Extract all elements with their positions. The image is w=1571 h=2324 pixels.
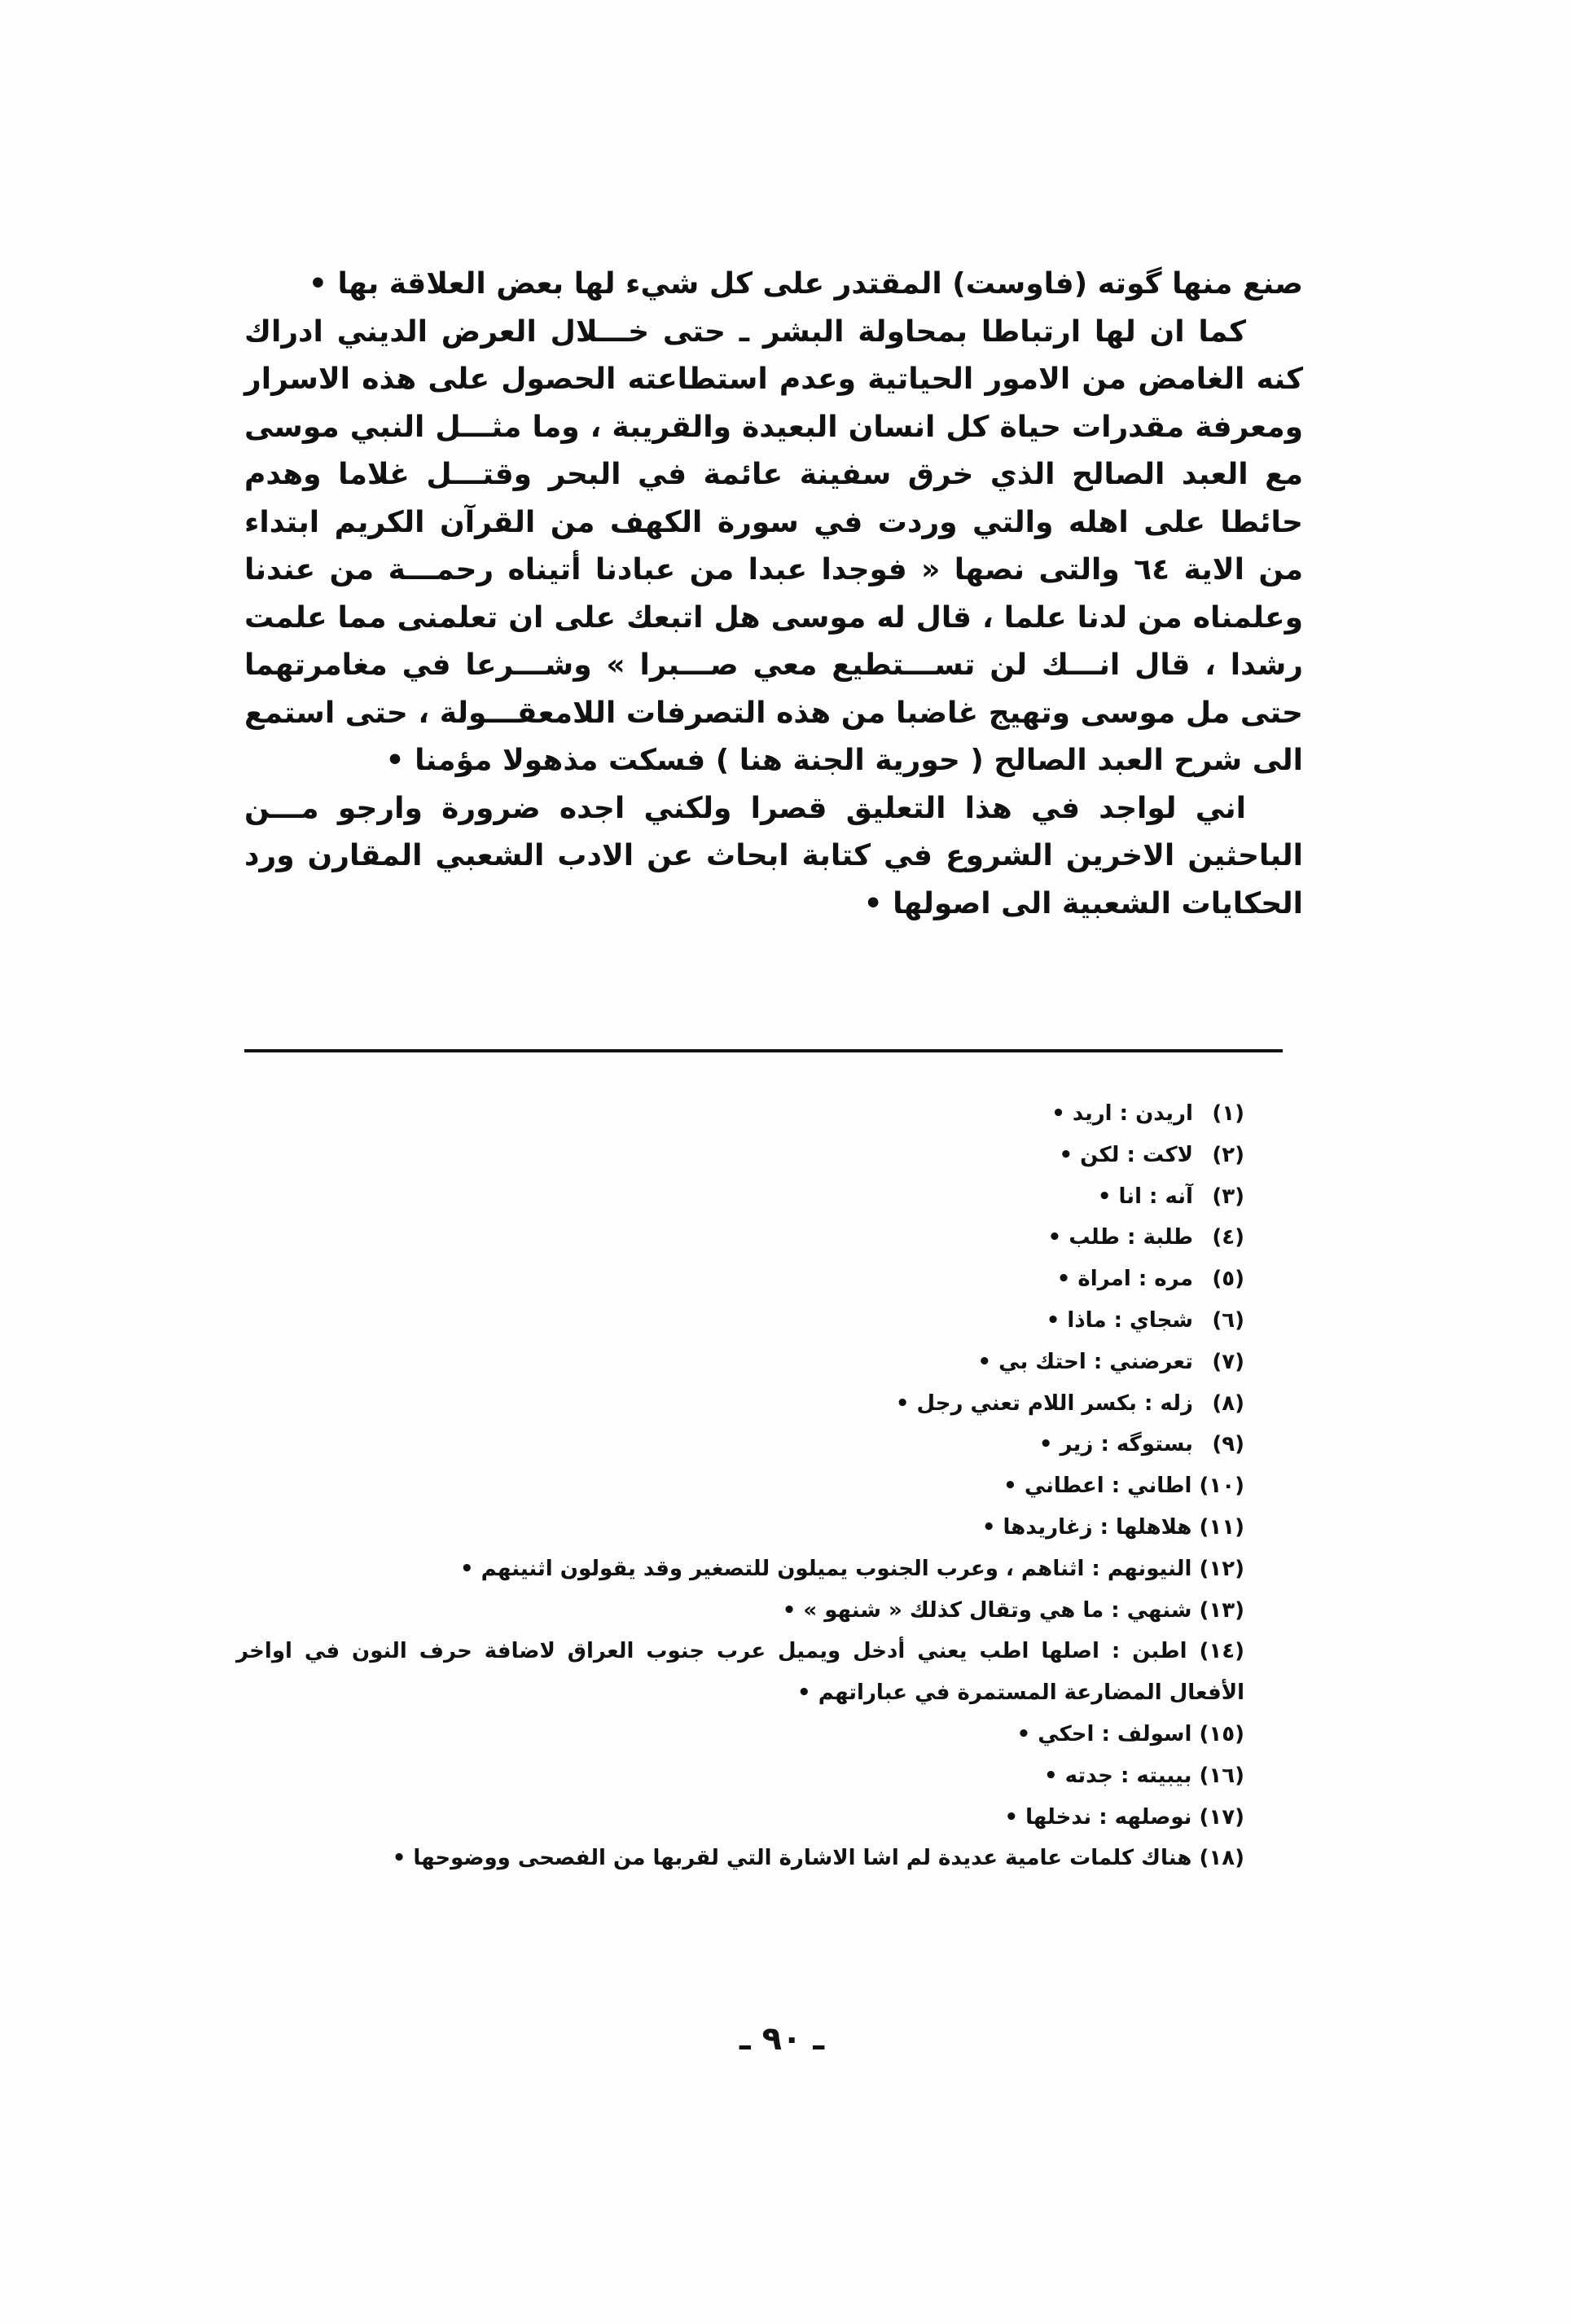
footnote-text: هناك كلمات عامية عديدة لم اشا الاشارة التي لقربها من الفصحى ووضوحها • <box>392 1846 1192 1871</box>
footnote <box>236 1797 1244 1839</box>
page-number: ـ ٩٠ ـ <box>739 2020 825 2058</box>
footnote-text: بيبيته : جدته • <box>1043 1763 1192 1788</box>
footnote <box>236 1342 1244 1383</box>
footnote <box>236 1838 1244 1879</box>
footnote-number: (١٢) <box>1199 1556 1244 1581</box>
footnote-number: (١٥) <box>1199 1721 1244 1746</box>
footnote-number: (٥) <box>1212 1267 1244 1292</box>
footnote <box>236 1755 1244 1797</box>
footnote-number: (٧) <box>1212 1349 1244 1374</box>
footnote <box>236 1093 1244 1135</box>
footnote <box>236 1424 1244 1465</box>
footnote-number: (١) <box>1212 1101 1244 1126</box>
footnote-number: (١٣) <box>1199 1597 1244 1623</box>
footnote-number: (٨) <box>1212 1390 1244 1416</box>
footnote-number: (١١) <box>1199 1514 1244 1540</box>
footnote-number: (٦) <box>1212 1307 1244 1333</box>
footnote-text: لاكت : لكن • <box>1059 1142 1193 1167</box>
footnote-text: نوصلهه : ندخلها • <box>1004 1804 1192 1830</box>
footnote-text: النيونهم : اثناهم ، وعرب الجنوب يميلون للتصغير وقد يقولون اثنينهم • <box>459 1556 1192 1581</box>
paragraph-3: اني لواجد في هذا التعليق قصرا ولكني اجده ضرورة وارجو مـــن الباحثين الاخرين الشروع في كتابة ابحاث عن الادب الشعبي المقارن ورد الحكايات الشعبية الى اصولها • <box>244 791 1303 920</box>
footnote-number: (١٦) <box>1199 1763 1244 1788</box>
paragraph-2: كما ان لها ارتباطا بمحاولة البشر ـ حتى خـــلال العرض الديني ادراك كنه الغامض من الامور الحياتية وعدم استطاعته الحصول على هذه الاسرار ومعرفة مقدرات حياة كل انسان البعيدة والقريبة ، وما مثـــل النبي موسى مع العبد الصالح الذي خرق سفينة عائمة في البحر وقتـــل غلاما وهدم حائطا على اهله والتي وردت في سورة الكهف من القرآن الكريم ابتداء من الاية ٦٤ والتى نصها « فوجدا عبدا من عبادنا أتيناه رحمـــة من عندنا وعلمناه من لدنا علما ، قال له موسى هل اتبعك على ان تعلمنى مما علمت رشدا ، قال انـــك لن تســـتطيع معي صـــبرا » وشـــرعا في مغامرتهما حتى مل موسى وتهيج غاضبا من هذه التصرفات اللامعقـــولة ، حتى استمع الى شرح العبد الصالح ( حورية الجنة هنا ) فسكت مذهولا مؤمنا • <box>244 314 1304 777</box>
footnote-text: اطبن : اصلها اطب يعني أدخل ويميل عرب جنوب العراق لاضافة حرف النون في اواخر الأفعال المضارعة المستمرة في عباراتهم • <box>236 1639 1244 1706</box>
footnote-number: (١٧) <box>1199 1804 1244 1830</box>
footnote-text: شجاي : ماذا • <box>1046 1307 1193 1333</box>
footnote <box>236 1259 1244 1300</box>
paragraph-1: صنع منها گوته (فاوست) المقتدر على كل شيء لها بعض العلاقة بها • <box>308 267 1303 301</box>
footnote-text: تعرضني : احتك بي • <box>977 1349 1193 1374</box>
footnote <box>236 1300 1244 1342</box>
footnote-text: هلاهلها : زغاريدها • <box>981 1514 1192 1540</box>
footnote-number: (٤) <box>1212 1225 1244 1250</box>
footnote-text: شنهي : ما هي وتقال كذلك « شنهو » • <box>782 1597 1192 1623</box>
footnote-text: طلبة : طلب • <box>1047 1225 1193 1250</box>
footnote-number: (١٠) <box>1199 1474 1244 1499</box>
footnote-text: اطاني : اعطاني • <box>1003 1474 1192 1499</box>
footnote-number: (٣) <box>1212 1184 1244 1209</box>
footnote-text: اسولف : احكي • <box>1016 1721 1192 1746</box>
footnote-number: (٩) <box>1212 1432 1244 1457</box>
footnote-text: اريدن : اريد • <box>1051 1101 1193 1126</box>
footnote <box>236 1383 1244 1425</box>
footnote-text: زله : بكسر اللام تعني رجل • <box>895 1390 1193 1416</box>
footnotes-list <box>236 1093 1244 1879</box>
footnote <box>236 1465 1244 1507</box>
footnote <box>236 1135 1244 1176</box>
footnote <box>236 1217 1244 1259</box>
footnote <box>236 1631 1244 1714</box>
footnote <box>236 1714 1244 1755</box>
footnote <box>236 1507 1244 1549</box>
footnote <box>236 1590 1244 1632</box>
footnote-separator <box>244 1049 1283 1052</box>
main-text <box>244 261 1303 928</box>
footnote-number: (١٨) <box>1199 1846 1244 1871</box>
footnote-text: آنه : انا • <box>1097 1184 1193 1209</box>
footnote-text: مره : امراة • <box>1056 1267 1193 1292</box>
footnote <box>236 1176 1244 1218</box>
footnote-number: (١٤) <box>1199 1639 1244 1664</box>
footnote-text: بستوگه : زير • <box>1038 1432 1193 1457</box>
footnote <box>236 1549 1244 1590</box>
footnote-number: (٢) <box>1212 1142 1244 1167</box>
